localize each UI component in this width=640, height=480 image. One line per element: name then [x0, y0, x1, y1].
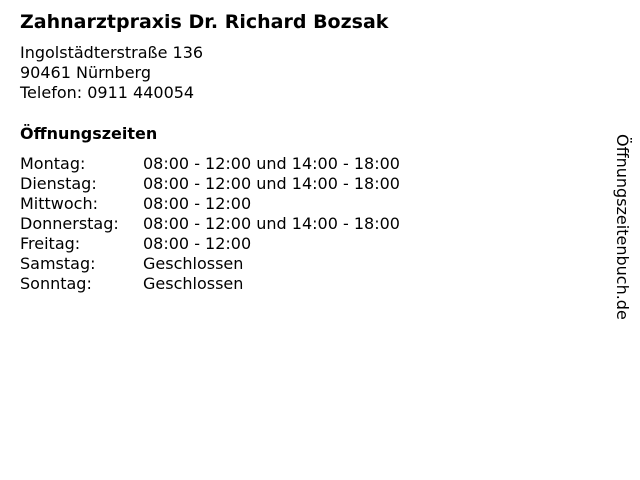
practice-name: Zahnarztpraxis Dr. Richard Bozsak	[20, 11, 389, 33]
city-postal: 90461 Nürnberg	[20, 63, 151, 82]
day-label: Samstag:	[20, 254, 96, 273]
phone-number: Telefon: 0911 440054	[20, 83, 195, 102]
hours-row-thursday	[20, 214, 400, 234]
opening-hours-heading: Öffnungszeiten	[20, 124, 158, 143]
day-label: Mittwoch:	[20, 194, 98, 213]
day-hours: 08:00 - 12:00	[143, 234, 252, 253]
watermark-text: Öffnungszeitenbuch.de	[613, 134, 632, 320]
day-label: Donnerstag:	[20, 214, 119, 233]
street-address: Ingolstädterstraße 136	[20, 43, 204, 62]
day-hours: 08:00 - 12:00 und 14:00 - 18:00	[143, 154, 400, 173]
day-label: Sonntag:	[20, 274, 92, 293]
hours-row-tuesday	[20, 174, 400, 194]
day-hours: Geschlossen	[143, 254, 244, 273]
day-hours: 08:00 - 12:00 und 14:00 - 18:00	[143, 174, 400, 193]
day-hours: Geschlossen	[143, 274, 244, 293]
hours-row-sunday	[20, 274, 400, 294]
address-block	[20, 43, 203, 103]
day-hours: 08:00 - 12:00	[143, 194, 252, 213]
opening-hours-table	[20, 154, 400, 294]
hours-row-saturday	[20, 254, 400, 274]
hours-row-wednesday	[20, 194, 400, 214]
hours-row-friday	[20, 234, 400, 254]
day-hours: 08:00 - 12:00 und 14:00 - 18:00	[143, 214, 400, 233]
day-label: Freitag:	[20, 234, 81, 253]
hours-row-monday	[20, 154, 400, 174]
day-label: Montag:	[20, 154, 86, 173]
day-label: Dienstag:	[20, 174, 97, 193]
